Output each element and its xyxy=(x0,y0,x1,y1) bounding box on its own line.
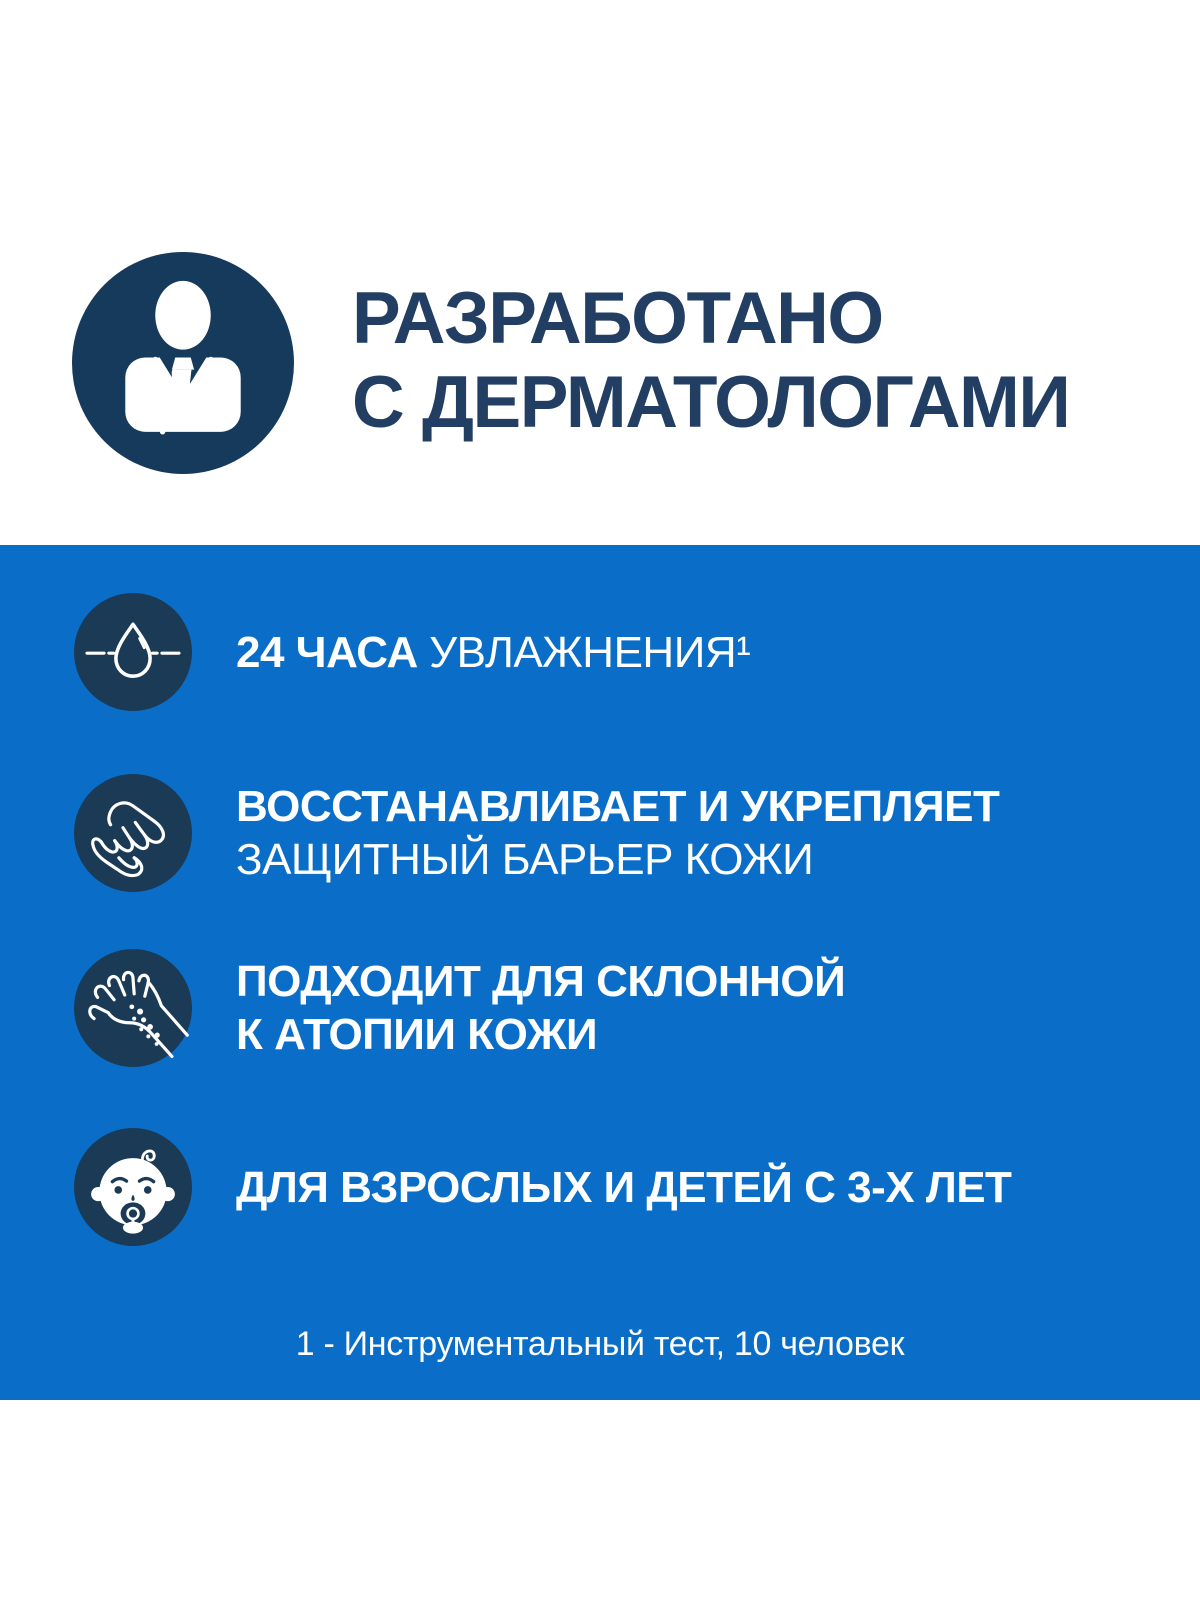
feature-hydration-regular: УВЛАЖНЕНИЯ¹ xyxy=(429,627,751,677)
droplet-icon xyxy=(74,593,192,711)
atopic-hand-icon xyxy=(74,949,192,1067)
doctor-icon xyxy=(72,252,294,474)
footnote: 1 - Инструментальный тест, 10 человек xyxy=(295,1325,905,1363)
title-line-1: РАЗРАБОТАНО xyxy=(352,278,883,359)
feature-age-line1: ДЛЯ ВЗРОСЛЫХ И ДЕТЕЙ С 3-Х ЛЕТ xyxy=(236,1162,1012,1212)
feature-atopy-line1: ПОДХОДИТ ДЛЯ СКЛОННОЙ xyxy=(236,957,846,1006)
title-line-2: С ДЕРМАТОЛОГАМИ xyxy=(352,362,1070,443)
feature-hydration-text xyxy=(236,626,750,679)
feature-atopy-text xyxy=(236,955,845,1061)
feature-age-text xyxy=(236,1161,1011,1214)
hands-icon xyxy=(74,774,192,892)
baby-icon xyxy=(74,1128,192,1246)
feature-atopy xyxy=(74,949,1170,1067)
feature-barrier-line2: ЗАЩИТНЫЙ БАРЬЕР КОЖИ xyxy=(236,835,814,884)
feature-barrier xyxy=(74,774,1170,892)
feature-barrier-text xyxy=(236,780,999,886)
page-title xyxy=(352,277,1069,445)
feature-hydration-bold: 24 ЧАСА xyxy=(236,627,418,677)
features-section xyxy=(0,545,1200,1400)
feature-barrier-line1: ВОССТАНАВЛИВАЕТ И УКРЕПЛЯЕТ xyxy=(236,782,1000,831)
feature-age xyxy=(74,1128,1170,1246)
feature-atopy-line2: К АТОПИИ КОЖИ xyxy=(236,1010,598,1059)
header-section xyxy=(0,0,1200,545)
feature-hydration xyxy=(74,593,1170,711)
